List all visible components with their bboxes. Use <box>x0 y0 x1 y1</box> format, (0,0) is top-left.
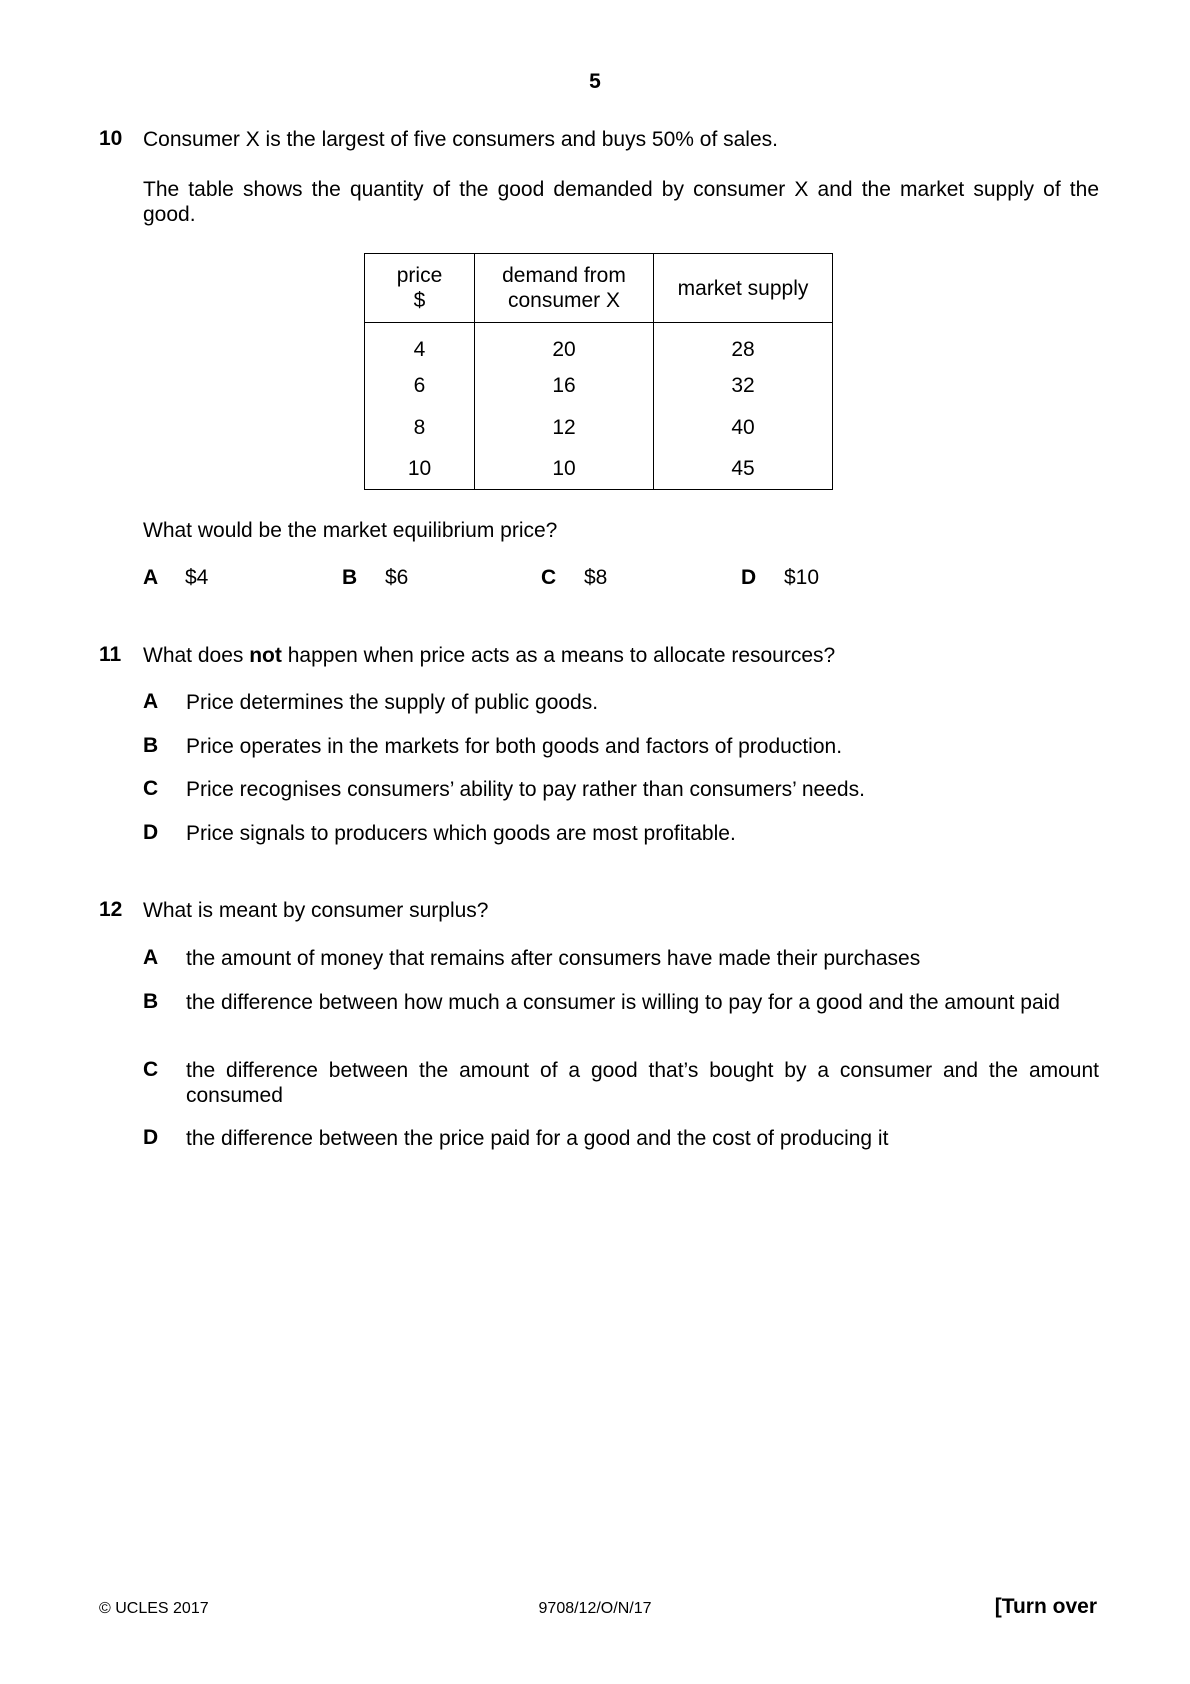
table-row <box>365 323 833 366</box>
q11-option-b-text[interactable]: Price operates in the markets for both goods and factors of production. <box>186 735 843 758</box>
q11-option-b-letter[interactable]: B <box>143 734 159 757</box>
cell-price: 6 <box>365 365 475 407</box>
q12-option-d-letter[interactable]: D <box>143 1126 159 1149</box>
footer-copyright: © UCLES 2017 <box>99 1600 209 1617</box>
cell-demand: 12 <box>475 407 654 449</box>
q12-option-a-text[interactable]: the amount of money that remains after consumers have made their purchases <box>186 947 921 970</box>
question-number-10: 10 <box>99 127 123 150</box>
q12-option-b-letter[interactable]: B <box>143 990 159 1013</box>
q11-option-a-text[interactable]: Price determines the supply of public goods. <box>186 691 599 714</box>
q11-option-c-letter[interactable]: C <box>143 777 159 800</box>
q10-option-d-text[interactable]: $10 <box>784 566 820 589</box>
cell-demand: 10 <box>475 449 654 490</box>
q10-option-a-letter[interactable]: A <box>143 566 159 589</box>
supply-demand-table <box>364 253 833 490</box>
cell-supply: 28 <box>654 323 833 366</box>
cell-price: 10 <box>365 449 475 490</box>
q10-option-c-letter[interactable]: C <box>541 566 557 589</box>
cell-demand: 20 <box>475 323 654 366</box>
question-number-12: 12 <box>99 898 123 921</box>
header-demand-line2: consumer X <box>507 289 621 312</box>
question-10-intro: The table shows the quantity of the good demanded by consumer X and the market supply of the good. <box>143 178 1099 226</box>
question-11-text <box>143 643 835 668</box>
question-10-text: Consumer X is the largest of five consumers and buys 50% of sales. <box>143 128 778 151</box>
table-row <box>365 407 833 449</box>
q12-option-b-text[interactable]: the difference between how much a consumer is willing to pay for a good and the amount paid <box>186 991 1060 1014</box>
question-11-text-after: happen when price acts as a means to allocate resources? <box>281 644 836 667</box>
table-row <box>365 449 833 490</box>
question-10-prompt: What would be the market equilibrium price? <box>143 519 558 542</box>
header-price <box>365 254 475 323</box>
q10-option-c-text[interactable]: $8 <box>584 566 608 589</box>
cell-supply: 45 <box>654 449 833 490</box>
header-price-unit: $ <box>413 289 426 312</box>
q11-option-d-letter[interactable]: D <box>143 821 159 844</box>
question-11-text-before: What does <box>143 644 250 667</box>
header-demand <box>475 254 654 323</box>
q10-option-d-letter[interactable]: D <box>741 566 757 589</box>
question-number-11: 11 <box>99 643 122 666</box>
footer-paper-code: 9708/12/O/N/17 <box>538 1600 652 1617</box>
q12-option-c-text[interactable]: the difference between the amount of a good that’s bought by a consumer and the amount consumed <box>186 1059 1099 1107</box>
footer-turn-over: [Turn over <box>994 1595 1097 1618</box>
header-supply: market supply <box>654 254 833 323</box>
header-price-label: price <box>396 264 443 287</box>
q11-option-a-letter[interactable]: A <box>143 690 159 713</box>
cell-demand: 16 <box>475 365 654 407</box>
q11-option-d-text[interactable]: Price signals to producers which goods are most profitable. <box>186 822 736 845</box>
q12-option-c-letter[interactable]: C <box>143 1058 159 1081</box>
q12-option-d-text[interactable]: the difference between the price paid for a good and the cost of producing it <box>186 1127 889 1150</box>
q12-option-a-letter[interactable]: A <box>143 946 159 969</box>
question-11-text-bold: not <box>249 644 282 667</box>
q10-option-a-text[interactable]: $4 <box>185 566 209 589</box>
q10-option-b-text[interactable]: $6 <box>385 566 409 589</box>
q10-option-b-letter[interactable]: B <box>342 566 358 589</box>
cell-price: 4 <box>365 323 475 366</box>
header-demand-line1: demand from <box>502 264 626 287</box>
cell-price: 8 <box>365 407 475 449</box>
page-number: 5 <box>589 70 601 93</box>
table-row <box>365 365 833 407</box>
cell-supply: 40 <box>654 407 833 449</box>
table-header-row <box>365 254 833 323</box>
q11-option-c-text[interactable]: Price recognises consumers’ ability to pay rather than consumers’ needs. <box>186 778 865 801</box>
cell-supply: 32 <box>654 365 833 407</box>
question-12-text: What is meant by consumer surplus? <box>143 899 489 922</box>
